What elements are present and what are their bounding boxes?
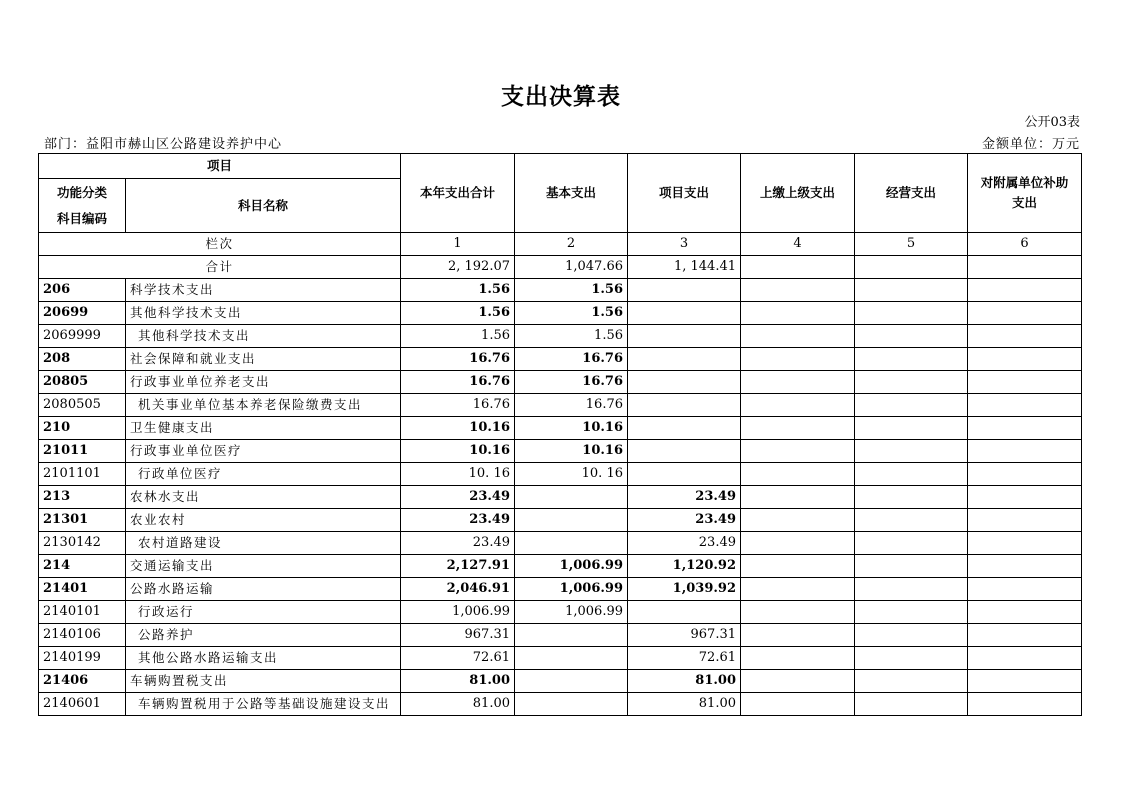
row-project: 81.00 (628, 670, 741, 693)
row-name: 交通运输支出 (126, 555, 401, 578)
row-business (855, 463, 968, 486)
row-basic: 1.56 (515, 325, 628, 348)
department-label: 部门：益阳市赫山区公路建设养护中心 (44, 137, 283, 152)
col-label: 栏次 (39, 233, 401, 256)
amount-unit-label: 金额单位：万元 (981, 137, 1080, 152)
row-code: 210 (39, 417, 126, 440)
row-project (628, 302, 741, 325)
table-row (39, 670, 1082, 693)
row-code: 21406 (39, 670, 126, 693)
table-row (39, 693, 1082, 716)
row-name: 其他科学技术支出 (126, 302, 401, 325)
row-basic (515, 647, 628, 670)
table-row (39, 394, 1082, 417)
row-project (628, 348, 741, 371)
row-code: 2140106 (39, 624, 126, 647)
row-code: 214 (39, 555, 126, 578)
row-upper (741, 302, 855, 325)
row-upper (741, 601, 855, 624)
total-label: 合计 (39, 256, 401, 279)
row-name: 社会保障和就业支出 (126, 348, 401, 371)
row-project (628, 601, 741, 624)
row-name: 行政单位医疗 (126, 463, 401, 486)
table-row (39, 601, 1082, 624)
col-num-5: 5 (855, 233, 968, 256)
row-name: 车辆购置税支出 (126, 670, 401, 693)
row-subsidy (968, 509, 1082, 532)
row-name: 行政运行 (126, 601, 401, 624)
row-code: 206 (39, 279, 126, 302)
table-row (39, 440, 1082, 463)
row-project (628, 417, 741, 440)
row-upper (741, 417, 855, 440)
row-project (628, 463, 741, 486)
row-basic: 10.16 (515, 417, 628, 440)
table-row (39, 348, 1082, 371)
row-total: 10.16 (401, 440, 515, 463)
row-business (855, 670, 968, 693)
expenditure-table (38, 153, 1082, 716)
row-total: 16.76 (401, 371, 515, 394)
row-total: 2,127.91 (401, 555, 515, 578)
col-num-6: 6 (968, 233, 1082, 256)
header-name: 科目名称 (126, 179, 401, 233)
table-row (39, 486, 1082, 509)
row-subsidy (968, 440, 1082, 463)
row-basic: 16.76 (515, 371, 628, 394)
row-total: 16.76 (401, 348, 515, 371)
row-subsidy (968, 555, 1082, 578)
col-num-4: 4 (741, 233, 855, 256)
row-total: 2,046.91 (401, 578, 515, 601)
header-total: 本年支出合计 (401, 154, 515, 233)
row-project: 1,120.92 (628, 555, 741, 578)
row-basic (515, 509, 628, 532)
row-upper (741, 532, 855, 555)
row-basic: 1.56 (515, 279, 628, 302)
total-subsidy (968, 256, 1082, 279)
row-project (628, 371, 741, 394)
row-upper (741, 624, 855, 647)
row-basic: 16.76 (515, 394, 628, 417)
row-project (628, 279, 741, 302)
row-subsidy (968, 601, 1082, 624)
table-row (39, 325, 1082, 348)
row-upper (741, 348, 855, 371)
column-index-row (39, 233, 1082, 256)
row-subsidy (968, 670, 1082, 693)
row-name: 其他公路水路运输支出 (126, 647, 401, 670)
row-total: 1.56 (401, 279, 515, 302)
row-business (855, 417, 968, 440)
row-code: 2140601 (39, 693, 126, 716)
row-upper (741, 440, 855, 463)
table-row (39, 417, 1082, 440)
row-basic: 1,006.99 (515, 601, 628, 624)
table-row (39, 463, 1082, 486)
row-total: 10.16 (401, 417, 515, 440)
row-total: 72.61 (401, 647, 515, 670)
row-business (855, 532, 968, 555)
table-row (39, 371, 1082, 394)
row-code: 2080505 (39, 394, 126, 417)
page-title: 支出决算表 (501, 84, 621, 110)
table-row (39, 279, 1082, 302)
row-business (855, 486, 968, 509)
row-subsidy (968, 302, 1082, 325)
header-code (39, 179, 126, 233)
row-upper (741, 555, 855, 578)
table-row (39, 302, 1082, 325)
total-row (39, 256, 1082, 279)
row-total: 967.31 (401, 624, 515, 647)
row-upper (741, 394, 855, 417)
row-code: 213 (39, 486, 126, 509)
header-row-1 (39, 154, 1082, 179)
row-subsidy (968, 463, 1082, 486)
total-amount: 2, 192.07 (401, 256, 515, 279)
row-code: 21011 (39, 440, 126, 463)
row-subsidy (968, 693, 1082, 716)
form-number: 公开03表 (1024, 115, 1080, 130)
row-name: 车辆购置税用于公路等基础设施建设支出 (126, 693, 401, 716)
row-basic: 16.76 (515, 348, 628, 371)
row-name: 机关事业单位基本养老保险缴费支出 (126, 394, 401, 417)
row-total: 1.56 (401, 302, 515, 325)
row-upper (741, 670, 855, 693)
row-upper (741, 371, 855, 394)
row-subsidy (968, 371, 1082, 394)
row-upper (741, 463, 855, 486)
row-business (855, 509, 968, 532)
row-project (628, 440, 741, 463)
row-basic: 10.16 (515, 440, 628, 463)
row-name: 卫生健康支出 (126, 417, 401, 440)
row-code: 2130142 (39, 532, 126, 555)
header-basic: 基本支出 (515, 154, 628, 233)
row-total: 23.49 (401, 486, 515, 509)
table-row (39, 647, 1082, 670)
row-business (855, 578, 968, 601)
row-subsidy (968, 348, 1082, 371)
row-total: 16.76 (401, 394, 515, 417)
row-name: 科学技术支出 (126, 279, 401, 302)
row-basic: 1,006.99 (515, 578, 628, 601)
row-basic (515, 670, 628, 693)
row-upper (741, 486, 855, 509)
row-name: 其他科学技术支出 (126, 325, 401, 348)
header-subsidy (968, 154, 1082, 233)
row-upper (741, 325, 855, 348)
row-total: 23.49 (401, 532, 515, 555)
row-business (855, 624, 968, 647)
row-business (855, 693, 968, 716)
row-project (628, 394, 741, 417)
row-business (855, 279, 968, 302)
row-total: 81.00 (401, 670, 515, 693)
row-upper (741, 647, 855, 670)
row-basic (515, 486, 628, 509)
row-name: 公路养护 (126, 624, 401, 647)
row-name: 行政事业单位医疗 (126, 440, 401, 463)
row-basic: 1,006.99 (515, 555, 628, 578)
row-upper (741, 578, 855, 601)
col-num-1: 1 (401, 233, 515, 256)
row-name: 农业农村 (126, 509, 401, 532)
row-business (855, 601, 968, 624)
row-basic: 10. 16 (515, 463, 628, 486)
col-num-2: 2 (515, 233, 628, 256)
table-row (39, 532, 1082, 555)
header-subsidy-line1: 对附属单位补助 (980, 175, 1069, 190)
row-business (855, 325, 968, 348)
row-upper (741, 509, 855, 532)
row-subsidy (968, 532, 1082, 555)
row-project: 1,039.92 (628, 578, 741, 601)
row-name: 农村道路建设 (126, 532, 401, 555)
row-business (855, 555, 968, 578)
header-item: 项目 (39, 154, 401, 179)
row-project: 23.49 (628, 509, 741, 532)
row-subsidy (968, 279, 1082, 302)
total-project: 1, 144.41 (628, 256, 741, 279)
row-business (855, 348, 968, 371)
table-row (39, 509, 1082, 532)
row-upper (741, 279, 855, 302)
row-project: 23.49 (628, 532, 741, 555)
row-code: 2101101 (39, 463, 126, 486)
row-basic (515, 624, 628, 647)
row-subsidy (968, 647, 1082, 670)
col-num-3: 3 (628, 233, 741, 256)
row-project (628, 325, 741, 348)
row-subsidy (968, 578, 1082, 601)
total-basic: 1,047.66 (515, 256, 628, 279)
row-name: 农林水支出 (126, 486, 401, 509)
row-business (855, 302, 968, 325)
row-subsidy (968, 624, 1082, 647)
row-code: 20805 (39, 371, 126, 394)
row-basic (515, 693, 628, 716)
row-subsidy (968, 486, 1082, 509)
row-total: 1,006.99 (401, 601, 515, 624)
row-name: 公路水路运输 (126, 578, 401, 601)
row-name: 行政事业单位养老支出 (126, 371, 401, 394)
row-project: 23.49 (628, 486, 741, 509)
total-business (855, 256, 968, 279)
row-project: 967.31 (628, 624, 741, 647)
header-business: 经营支出 (855, 154, 968, 233)
row-code: 21301 (39, 509, 126, 532)
table-row (39, 624, 1082, 647)
row-code: 2140199 (39, 647, 126, 670)
total-upper (741, 256, 855, 279)
row-total: 81.00 (401, 693, 515, 716)
row-code: 2069999 (39, 325, 126, 348)
header-code-line1: 功能分类 (56, 184, 107, 200)
row-subsidy (968, 417, 1082, 440)
row-business (855, 371, 968, 394)
row-code: 21401 (39, 578, 126, 601)
row-upper (741, 693, 855, 716)
header-subsidy-line2: 支出 (1011, 195, 1037, 210)
row-business (855, 647, 968, 670)
header-code-line2: 科目编码 (56, 210, 107, 226)
row-total: 1.56 (401, 325, 515, 348)
row-total: 10. 16 (401, 463, 515, 486)
row-subsidy (968, 394, 1082, 417)
row-project: 72.61 (628, 647, 741, 670)
row-project: 81.00 (628, 693, 741, 716)
table-row (39, 555, 1082, 578)
header-upper: 上缴上级支出 (741, 154, 855, 233)
row-basic (515, 532, 628, 555)
row-basic: 1.56 (515, 302, 628, 325)
row-subsidy (968, 325, 1082, 348)
row-code: 2140101 (39, 601, 126, 624)
row-total: 23.49 (401, 509, 515, 532)
row-code: 208 (39, 348, 126, 371)
header-project: 项目支出 (628, 154, 741, 233)
row-code: 20699 (39, 302, 126, 325)
table-row (39, 578, 1082, 601)
row-business (855, 394, 968, 417)
row-business (855, 440, 968, 463)
